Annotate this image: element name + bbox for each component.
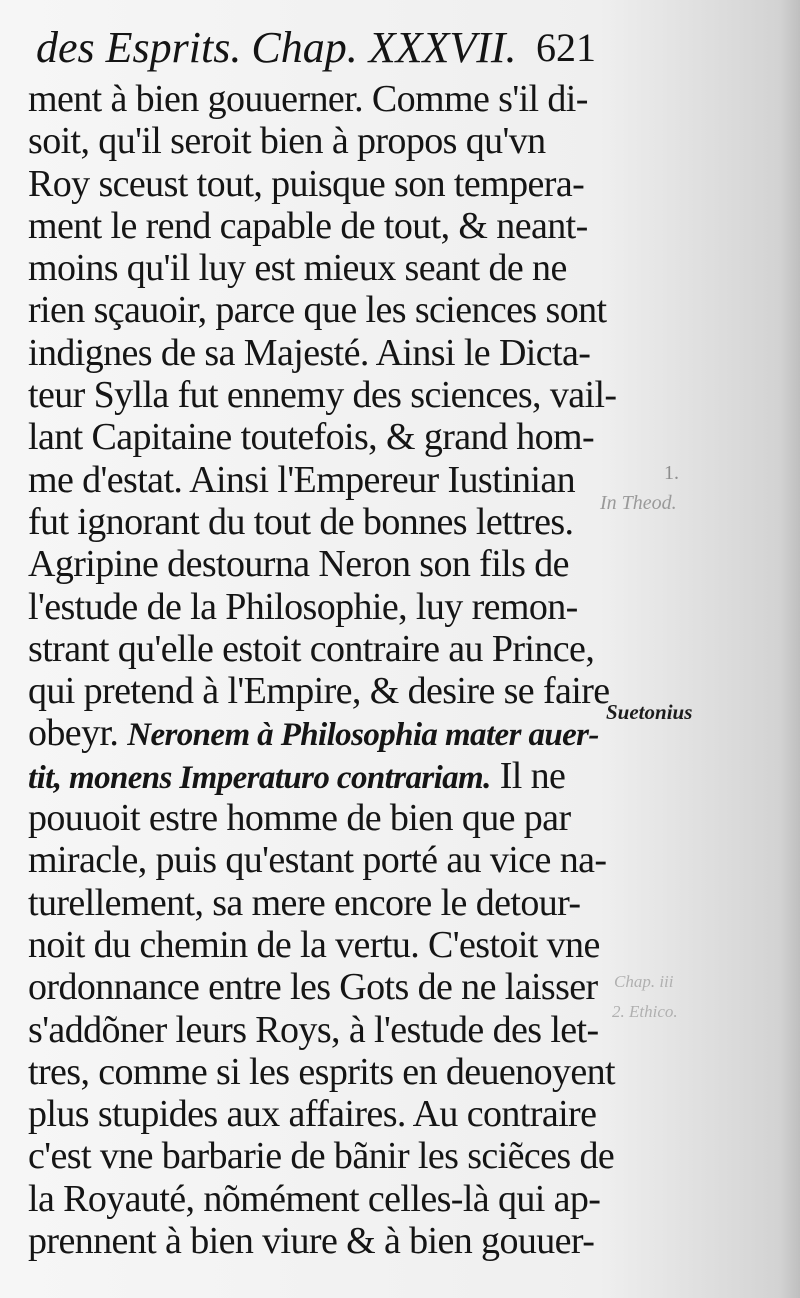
quote-lead-roman: obeyr. — [28, 712, 119, 755]
page-number: 621 — [536, 25, 596, 70]
margin-note-ethic: 2. Ethico. — [612, 1002, 678, 1021]
text-line: pouuoit estre homme de bien que par — [28, 797, 571, 840]
text-line: miracle, puis qu'estant porté au vice na- — [28, 839, 607, 882]
text-line: prennent à bien viure & à bien gouuer- — [28, 1220, 595, 1263]
text-line: lant Capitaine toutefois, & grand hom- — [28, 416, 595, 459]
text-line: noit du chemin de la vertu. C'estoit vne — [28, 923, 600, 966]
text-line: rien sçauoir, parce que les sciences sont — [28, 289, 607, 332]
page-edge-shadow — [780, 0, 800, 1298]
quote-tail-roman: Il ne — [499, 754, 566, 797]
latin-quote-end: tit, monens Imperaturo contrariam. — [28, 759, 491, 796]
text-line: moins qu'il luy est mieux seant de ne — [28, 247, 567, 290]
text-line-quote-end — [28, 755, 598, 797]
text-line: plus stupides aux affaires. Au contraire — [28, 1093, 597, 1136]
text-line: indignes de sa Majesté. Ainsi le Dicta- — [28, 331, 591, 374]
margin-note-suetonius: Suetonius — [606, 700, 693, 724]
text-line: Agripine destourna Neron son fils de — [28, 543, 569, 586]
text-line: c'est vne barbarie de bãnir les sciẽces de — [28, 1135, 615, 1178]
text-line: ment le rend capable de tout, & neant- — [28, 204, 588, 247]
text-line: soit, qu'il seroit bien à propos qu'vn — [28, 120, 546, 163]
body-text — [28, 78, 617, 1263]
margin-note-chap: Chap. iii — [614, 972, 674, 991]
text-line: s'addõner leurs Roys, à l'estude des let- — [28, 1008, 599, 1051]
text-line: la Royauté, nõmément celles-là qui ap- — [28, 1177, 601, 1220]
margin-note-number: 1. — [664, 462, 679, 484]
text-line: ordonnance entre les Gots de ne laisser — [28, 966, 598, 1009]
running-head — [36, 22, 596, 82]
text-line: tres, comme si les esprits en deuenoyent — [28, 1050, 616, 1093]
text-line: Roy sceust tout, puisque son tempera- — [28, 162, 585, 205]
running-head-title: des Esprits. — [36, 23, 242, 72]
latin-quote: Neronem à Philosophia mater auer- — [127, 717, 599, 754]
text-line: teur Sylla fut ennemy des sciences, vail- — [28, 374, 617, 417]
text-line: turellement, sa mere encore le detour- — [28, 881, 581, 924]
text-line: me d'estat. Ainsi l'Empereur Iustinian — [28, 458, 576, 501]
text-line-quote-start — [28, 712, 598, 754]
text-line: fut ignorant du tout de bonnes lettres. — [28, 500, 574, 543]
text-line: strant qu'elle estoit contraire au Prince, — [28, 627, 595, 670]
text-line: qui pretend à l'Empire, & desire se faire — [28, 670, 610, 713]
text-line: l'estude de la Philosophie, luy remon- — [28, 585, 578, 628]
running-head-chapter: Chap. XXXVII. — [251, 23, 517, 72]
margin-note-theod: In Theod. — [600, 492, 677, 514]
text-line: ment à bien gouuerner. Comme s'il di- — [28, 78, 588, 120]
